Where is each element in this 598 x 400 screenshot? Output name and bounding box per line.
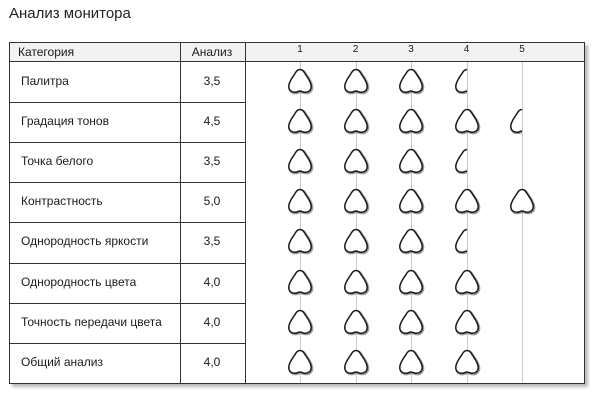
row-divider [10,142,246,143]
category-label: Палитра [21,74,69,88]
rating-icon [398,349,424,375]
rating-icon [398,269,424,295]
rating-icon [398,309,424,335]
rating-icon [343,309,369,335]
score-value: 4,0 [203,275,221,289]
category-label: Однородность яркости [21,234,149,248]
rating-half-icon [454,148,480,174]
rating-icon [343,108,369,134]
score-value: 4,5 [203,114,221,128]
rating-half-icon [509,108,535,134]
rating-icon [398,188,424,214]
scale-label: 3 [408,44,414,55]
rating-icon [287,349,313,375]
rating-icon [343,188,369,214]
category-label: Точность передачи цвета [21,315,162,329]
rating-icon [287,228,313,254]
rating-icon [509,188,535,214]
rating-icon [454,108,480,134]
header-category: Категория [18,45,75,59]
rating-icon [343,228,369,254]
rating-icon [454,188,480,214]
rating-icon [287,309,313,335]
score-value: 4,0 [203,315,221,329]
rating-icon [398,68,424,94]
category-label: Общий анализ [21,355,104,369]
score-value: 4,0 [203,355,221,369]
category-label: Однородность цвета [21,275,137,289]
rating-icon [398,148,424,174]
rating-half-icon [454,68,480,94]
rating-icon [398,228,424,254]
category-label: Контрастность [21,194,103,208]
rating-icon [343,68,369,94]
rating-icon [398,108,424,134]
category-label: Градация тонов [21,114,109,128]
rating-icon [454,349,480,375]
row-divider [10,263,246,264]
rating-table [9,42,585,384]
score-value: 3,5 [203,154,221,168]
score-value: 5,0 [203,194,221,208]
header-analysis: Анализ [191,45,233,59]
rating-icon [454,309,480,335]
row-divider [10,303,246,304]
row-divider [10,182,246,183]
row-divider [10,343,246,344]
rating-icon [287,269,313,295]
table-header [10,43,584,62]
row-divider [10,102,246,103]
category-label: Точка белого [21,154,94,168]
rating-icon [287,68,313,94]
score-value: 3,5 [203,74,221,88]
row-divider [10,222,246,223]
page-title: Анализ монитора [9,5,131,22]
rating-icon [287,148,313,174]
rating-icon [287,108,313,134]
column-separator [245,43,246,383]
rating-icon [343,148,369,174]
score-value: 3,5 [203,234,221,248]
scale-label: 5 [519,44,525,55]
scale-label: 1 [297,44,303,55]
column-separator [180,43,181,383]
rating-icon [287,188,313,214]
rating-icon [454,269,480,295]
rating-icon [343,349,369,375]
rating-half-icon [454,228,480,254]
rating-icon [343,269,369,295]
scale-label: 4 [463,44,470,55]
scale-label: 2 [352,44,359,55]
